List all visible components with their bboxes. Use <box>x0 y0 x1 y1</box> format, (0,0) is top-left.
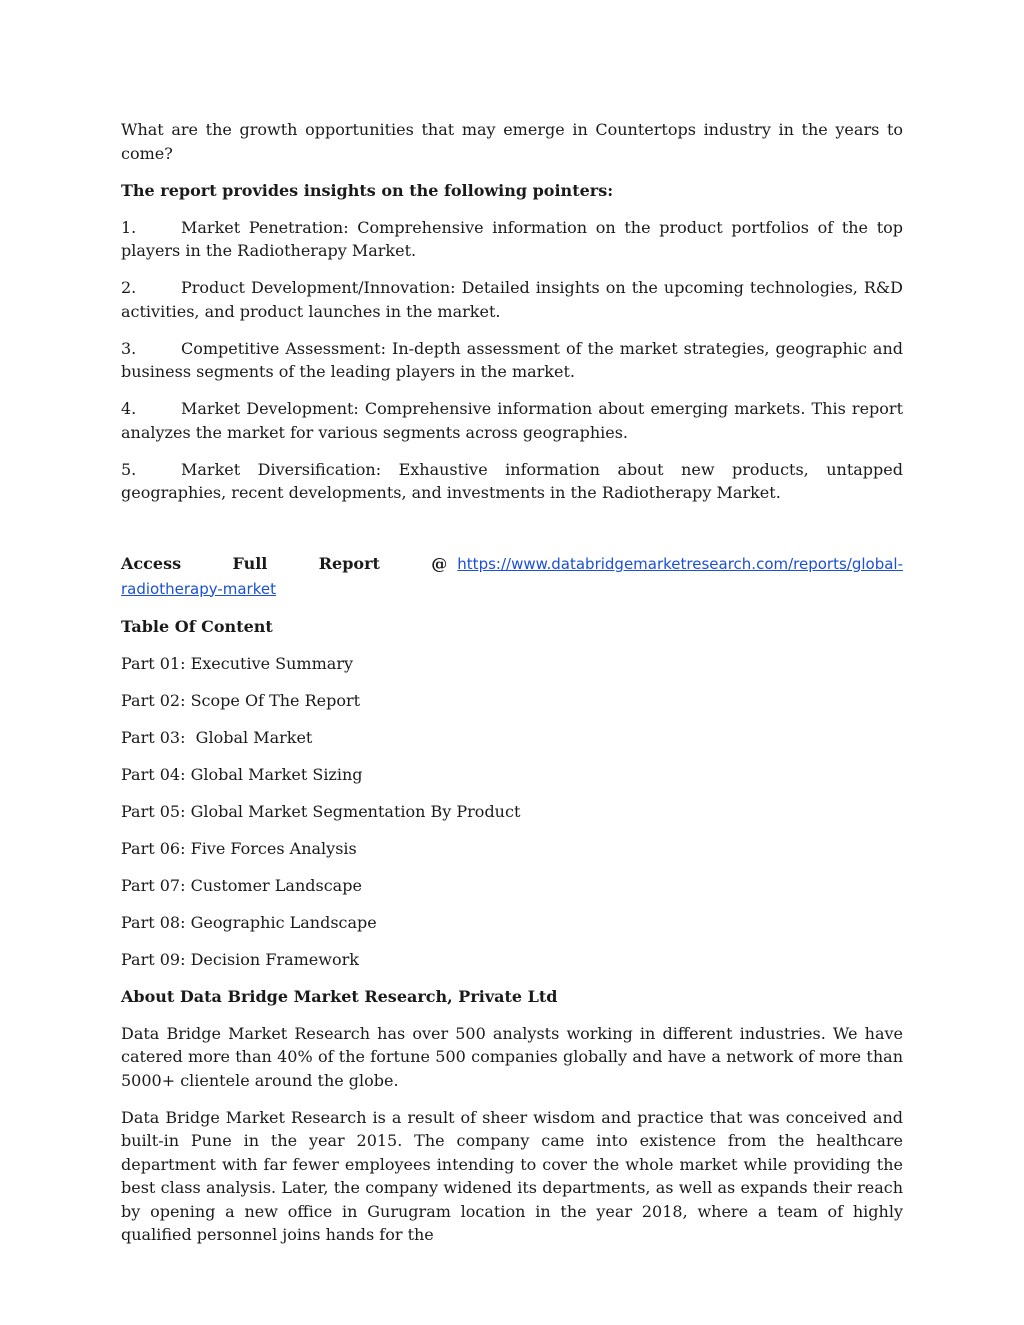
toc-item: Part 08: Geographic Landscape <box>121 912 377 932</box>
pointer-text: Market Penetration: Comprehensive information on the product portfolios of the top players in the Radiotherapy Market. <box>121 217 903 260</box>
toc-item: Part 05: Global Market Segmentation By Product <box>121 801 521 821</box>
toc-item: Part 06: Five Forces Analysis <box>121 838 357 858</box>
pointer-text: Market Development: Comprehensive information about emerging markets. This report analyzes the market for various segments across geographies. <box>121 399 903 442</box>
about-paragraph-1: Data Bridge Market Research has over 500 analysts working in different industries. We have catered more than 40% of the fortune 500 companies globally and have a network of more than 5000+ clientele around the globe. <box>121 1023 903 1090</box>
about-heading: About Data Bridge Market Research, Private Ltd <box>121 986 558 1006</box>
report-link[interactable]: https://www.databridgemarketresearch.com/reports/global-radiotherapy-market <box>121 555 903 598</box>
toc-item: Part 07: Customer Landscape <box>121 875 362 895</box>
toc-item: Part 01: Executive Summary <box>121 653 353 673</box>
pointer-text: Product Development/Innovation: Detailed insights on the upcoming technologies, R&D activities, and product launches in the market. <box>121 278 903 321</box>
intro-question: What are the growth opportunities that may emerge in Countertops industry in the years to come? <box>121 120 903 163</box>
document-page <box>121 118 903 1260</box>
pointer-number: 1. <box>121 217 137 237</box>
toc-item: Part 09: Decision Framework <box>121 949 359 969</box>
toc-item: Part 04: Global Market Sizing <box>121 764 363 784</box>
pointer-item-2 <box>121 276 903 323</box>
pointer-text: Market Diversification: Exhaustive information about new products, untapped geographies, recent developments, and investments in the Radiotherapy Market. <box>121 459 903 502</box>
pointer-item-3 <box>121 337 903 384</box>
pointer-number: 2. <box>121 278 137 297</box>
pointer-text: Competitive Assessment: In-depth assessment of the market strategies, geographic and business segments of the leading players in the market. <box>121 338 903 381</box>
pointer-number: 3. <box>121 338 137 358</box>
pointer-item-5 <box>121 458 903 505</box>
pointer-item-4 <box>121 397 903 444</box>
access-label: Access Full Report @ <box>121 554 448 573</box>
pointer-number: 4. <box>121 399 137 418</box>
pointers-heading: The report provides insights on the following pointers: <box>121 180 614 200</box>
toc-item: Part 02: Scope Of The Report <box>121 690 361 710</box>
about-paragraph-2: Data Bridge Market Research is a result of sheer wisdom and practice that was conceived and built-in Pune in the year 2015. The company came into existence from the healthcare department with far fewer employees intending to cover the whole market while providing the best class analysis. Later, the company widened its departments, as well as expands their reach by opening a new office in Gurugram location in the year 2018, where a team of highly qualified personnel joins hands for the <box>121 1107 903 1244</box>
pointer-number: 5. <box>121 459 137 479</box>
pointer-item-1 <box>121 216 903 263</box>
access-full-report <box>121 552 903 601</box>
spacer <box>121 518 903 552</box>
toc-item: Part 03: Global Market <box>121 727 313 747</box>
toc-heading: Table Of Content <box>121 616 273 636</box>
